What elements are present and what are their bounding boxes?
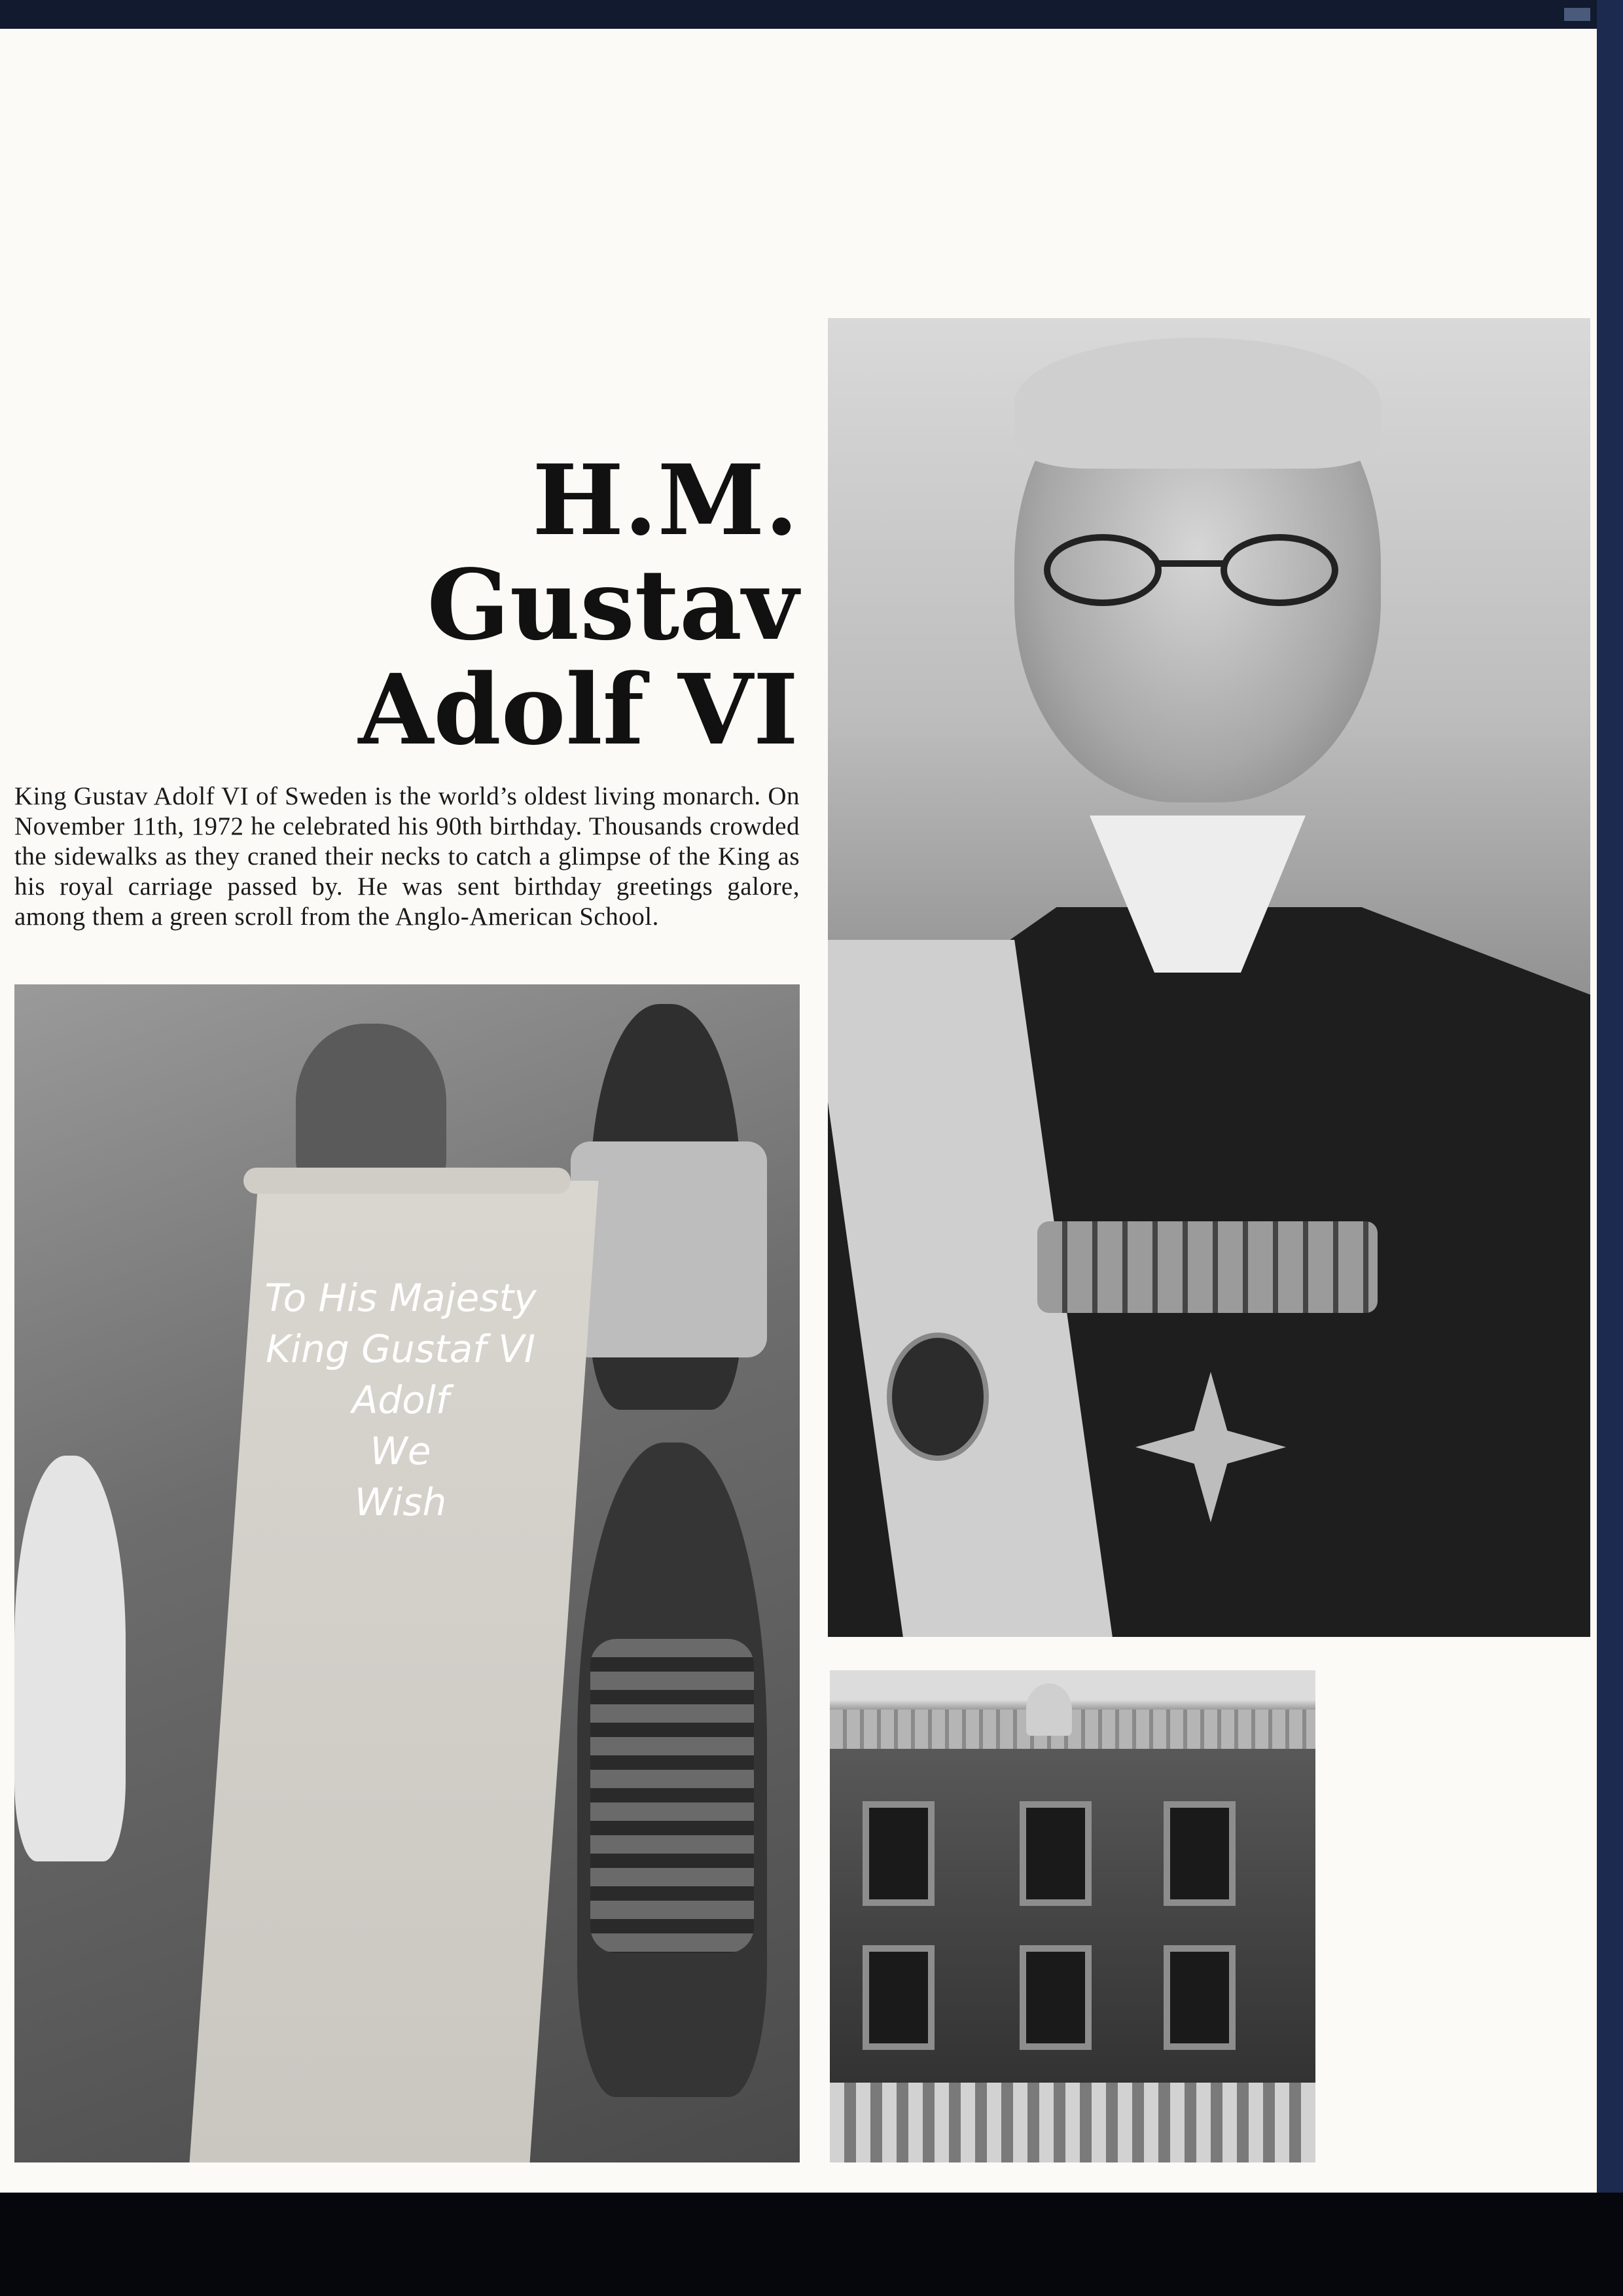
title-line-2: Gustav (427, 548, 798, 662)
portrait-hair (1014, 338, 1381, 469)
striped-shirt (590, 1639, 754, 1953)
scroll-photo (14, 984, 800, 2162)
scroll-handwriting (257, 1272, 544, 1528)
article-body: King Gustav Adolf VI of Sweden is the world’s oldest living monarch. On November 11th, 1972 he celebrated his 90th birthday. Thousands crowded the sidewalks as they craned their necks to catch a glimpse of the King as his royal carriage passed by. He was sent birthday greetings galore, among them a green scroll from the Anglo-American School. (14, 782, 800, 931)
scroll-line-4: Wish (354, 1480, 447, 1524)
right-frame-edge (1597, 0, 1623, 2296)
top-frame-band (0, 0, 1623, 29)
article-title (340, 443, 798, 766)
scroll-rod (243, 1168, 571, 1194)
palace-window (1020, 1945, 1092, 2050)
lamp-icon (1026, 1683, 1072, 1736)
scroll-line-1: To His Majesty (264, 1276, 537, 1320)
lens-left (1044, 534, 1162, 606)
child-striped-shirt (577, 1443, 767, 2097)
palace-balustrade (830, 2083, 1315, 2162)
child-seated (14, 1456, 126, 1861)
glasses-bridge (1158, 560, 1224, 567)
yearbook-page (0, 29, 1597, 2193)
pendant-medal (887, 1333, 989, 1461)
scan-corner-mark (1564, 8, 1590, 21)
palace-photo (830, 1670, 1315, 2162)
scroll-line-2: King Gustaf VI Adolf (265, 1327, 535, 1422)
palace-roofline (830, 1710, 1315, 1749)
title-line-3: Adolf VI (358, 653, 798, 766)
king-portrait-photo (828, 318, 1590, 1637)
child-shirt (571, 1141, 767, 1357)
palace-window (863, 1801, 935, 1906)
palace-window (863, 1945, 935, 2050)
palace-window (1164, 1801, 1236, 1906)
child-standing (590, 1004, 741, 1410)
medal-row (1037, 1221, 1378, 1313)
scroll-line-3: We (370, 1429, 431, 1473)
palace-window (1164, 1945, 1236, 2050)
title-line-1: H.M. (532, 443, 798, 557)
lens-right (1221, 534, 1338, 606)
glasses-icon (1044, 534, 1351, 606)
bottom-frame-band (0, 2193, 1623, 2296)
palace-window (1020, 1801, 1092, 1906)
